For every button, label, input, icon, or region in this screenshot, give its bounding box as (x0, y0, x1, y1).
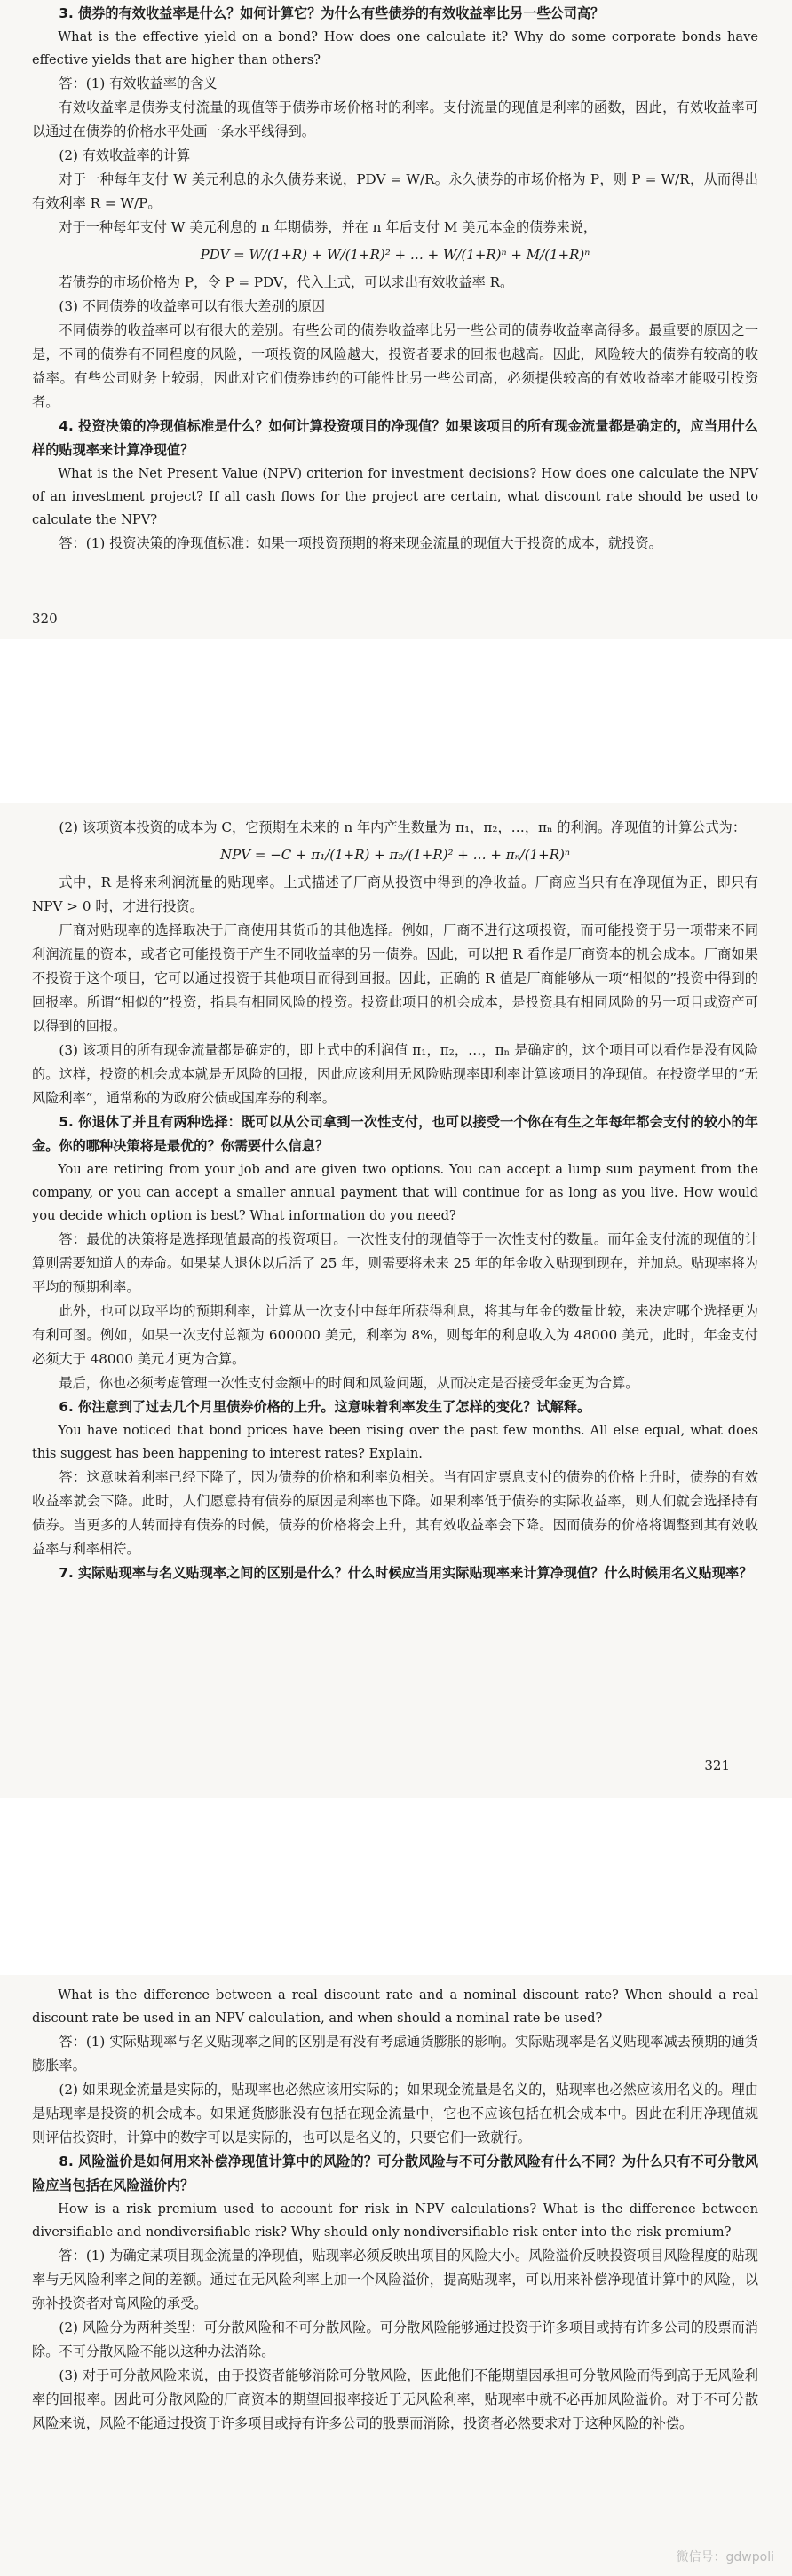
answer-7-text-1: 答：(1) 实际贴现率与名义贴现率之间的区别是有没有考虑通货膨胀的影响。实际贴现率是名义贴现率减去预期的通货膨胀率。 (32, 2034, 758, 2074)
page-320 (0, 0, 792, 639)
answer-3-text-2b: 对于一种每年支付 W 美元利息的 n 年期债券，并在 n 年后支付 M 美元本金的债券来说， (59, 219, 598, 235)
question-6-title: 6. 你注意到了过去几个月里债券价格的上升。这意味着利率发生了怎样的变化？试解释。 (59, 1399, 591, 1415)
answer-3-label-1: 答：(1) 有效收益率的含义 (59, 75, 218, 91)
question-4-english: What is the Net Present Value (NPV) criterion for investment decisions? How does one calculate the NPV of an investment project? If all cash flows for the project are certain, what discount rate should be used to calculate the NPV? (32, 466, 758, 527)
answer-4-text-1: 答：(1) 投资决策的净现值标准：如果一项投资预期的将来现金流量的现值大于投资的成本，就投资。 (59, 535, 662, 551)
answer-3-label-2: (2) 有效收益率的计算 (59, 147, 191, 163)
page-322 (0, 1975, 792, 2576)
answer-4-text-2b: 式中，R 是将来利润流量的贴现率。上式描述了厂商从投资中得到的净收益。厂商应当只有在净现值为正，即只有 NPV > 0 时，才进行投资。 (32, 874, 758, 914)
question-5-title: 5. 你退休了并且有两种选择：既可以从公司拿到一次性支付，也可以接受一个你在有生之年每年都会支付的较小的年金。你的哪种决策将是最优的？你需要什么信息？ (32, 1114, 758, 1154)
answer-5-text-2: 此外，也可以取平均的预期利率，计算从一次支付中每年所获得利息，将其与年金的数量比较，来决定哪个选择更为有利可图。例如，如果一次支付总额为 600000 美元，利率为 8%，则每年的利息收入为 48000 美元，此时，年金支付必须大于 48000 美元才更为合算。 (32, 1303, 758, 1367)
answer-4-text-2c: 厂商对贴现率的选择取决于厂商使用其货币的其他选择。例如，厂商不进行这项投资，而可能投资于另一项带来不同利润流量的资本，或者它可能投资于产生不同收益率的另一债券。因此，可以把 R 看作是厂商资本的机会成本。厂商如果不投资于这个项目，它可以通过投资于其他项目而得到回报。因此，正确的 R 值是厂商能够从一项“相似的”投资中得到的回报率。所谓“相似的”投资，指具有相同风险的投资。投资此项目的机会成本，是投资具有相同风险的另一项目或资产可以得到的回报。 (32, 922, 758, 1034)
answer-3-text-2c: 若债券的市场价格为 P，令 P = PDV，代入上式，可以求出有效收益率 R。 (59, 274, 514, 290)
answer-7-text-2: (2) 如果现金流量是实际的，贴现率也必然应该用实际的；如果现金流量是名义的，贴现率也必然应该用名义的。理由是贴现率是投资的机会成本。如果通货膨胀没有包括在现金流量中，它也不应该包括在机会成本中。因此在利用净现值规则评估投资时，计算中的数字可以是实际的，也可以是名义的，只要它们一致就行。 (32, 2082, 758, 2145)
page-number: 321 (704, 1758, 730, 1774)
question-8-english: How is a risk premium used to account for risk in NPV calculations? What is the difference between diversifiable and nondiversifiable risk? Why should only nondiversifiable risk enter into the risk premium? (32, 2201, 758, 2240)
pdv-formula: PDV = W/(1+R) + W/(1+R)² + … + W/(1+R)ⁿ + M/(1+R)ⁿ (200, 247, 590, 263)
answer-8-text-3: (3) 对于可分散风险来说，由于投资者能够消除可分散风险，因此他们不能期望因承担可分散风险而得到高于无风险利率的回报率。因此可分散风险的厂商资本的期望回报率接近于无风险利率，贴现率中就不必再加风险溢价。对于不可分散风险来说，风险不能通过投资于许多项目或持有许多公司的股票而消除，投资者必然要求对于这种风险的补偿。 (32, 2367, 758, 2431)
answer-3-text-2a: 对于一种每年支付 W 美元利息的永久债券来说，PDV = W/R。永久债券的市场价格为 P，则 P = W/R，从而得出有效利率 R = W/P。 (32, 171, 758, 211)
question-6-english: You have noticed that bond prices have been rising over the past few months. All else equal, what does this suggest has been happening to interest rates? Explain. (32, 1423, 758, 1461)
answer-8-text-1: 答：(1) 为确定某项目现金流量的净现值，贴现率必须反映出项目的风险大小。风险溢价反映投资项目风险程度的贴现率与无风险利率之间的差额。通过在无风险利率上加一个风险溢价，提高贴现率，可以用来补偿净现值计算中的风险，以弥补投资者对高风险的承受。 (32, 2248, 758, 2311)
answer-4-text-3: (3) 该项目的所有现金流量都是确定的，即上式中的利润值 π₁，π₂，…，πₙ 是确定的，这个项目可以看作是没有风险的。这样，投资的机会成本就是无风险的回报，因此应该利用无风险贴现率即利率计算该项目的净现值。在投资学里的“无风险利率”，通常称的为政府公债或国库券的利率。 (32, 1042, 758, 1106)
question-8-title: 8. 风险溢价是如何用来补偿净现值计算中的风险的？可分散风险与不可分散风险有什么不同？为什么只有不可分散风险应当包括在风险溢价内？ (32, 2153, 758, 2193)
question-3-title: 3. 债券的有效收益率是什么？如何计算它？为什么有些债券的有效收益率比另一些公司高？ (59, 5, 605, 21)
answer-8-text-2: (2) 风险分为两种类型：可分散风险和不可分散风险。可分散风险能够通过投资于许多项目或持有许多公司的股票而消除。不可分散风险不能以这种办法消除。 (32, 2319, 758, 2359)
page-number: 320 (32, 611, 58, 627)
watermark: 微信号：gdwpoli (676, 2550, 774, 2564)
question-7-english: What is the difference between a real discount rate and a nominal discount rate? When should a real discount rate be used in an NPV calculation, and when should a nominal rate be used? (32, 1987, 758, 2026)
answer-5-text-3: 最后，你也必须考虑管理一次性支付金额中的时间和风险问题，从而决定是否接受年金更为合算。 (59, 1375, 639, 1391)
npv-formula: NPV = −C + π₁/(1+R) + π₂/(1+R)² + … + πₙ/(1+R)ⁿ (220, 847, 570, 863)
question-7-title: 7. 实际贴现率与名义贴现率之间的区别是什么？什么时候应当用实际贴现率来计算净现值？什么时候用名义贴现率？ (59, 1565, 753, 1581)
answer-3-text-3: 不同债券的收益率可以有很大的差别。有些公司的债券收益率比另一些公司的债券收益率高得多。最重要的原因之一是，不同的债券有不同程度的风险，一项投资的风险越大，投资者要求的回报也越高。因此，风险较大的债券有较高的收益率。有些公司财务上较弱，因此对它们债券违约的可能性比另一些公司高，必须提供较高的有效收益率才能吸引投资者。 (32, 322, 758, 410)
question-5-english: You are retiring from your job and are given two options. You can accept a lump sum payment from the company, or you can accept a smaller annual payment that will continue for as long as you live. How would you decide which option is best? What information do you need? (32, 1162, 758, 1223)
answer-6-text-1: 答：这意味着利率已经下降了，因为债券的价格和利率负相关。当有固定票息支付的债券的价格上升时，债券的有效收益率就会下降。此时，人们愿意持有债券的原因是利率也下降。如果利率低于债券的实际收益率，则人们就会选择持有债券。当更多的人转而持有债券的时候，债券的价格将会上升，其有效收益率会下降。因而债券的价格将调整到其有效收益率与利率相符。 (32, 1469, 758, 1557)
answer-3-label-3: (3) 不同债券的收益率可以有很大差别的原因 (59, 298, 326, 314)
answer-4-text-2a: (2) 该项资本投资的成本为 C，它预期在未来的 n 年内产生数量为 π₁，π₂，…，πₙ 的利润。净现值的计算公式为： (59, 819, 747, 835)
answer-5-text-1: 答：最优的决策将是选择现值最高的投资项目。一次性支付的现值等于一次性支付的数量。而年金支付流的现值的计算则需要知道人的寿命。如果某人退休以后活了 25 年，则需要将未来 25 年的年金收入贴现到现在，并加总。贴现率将为平均的预期利率。 (32, 1231, 758, 1295)
page-321 (0, 803, 792, 1798)
question-4-title: 4. 投资决策的净现值标准是什么？如何计算投资项目的净现值？如果该项目的所有现金流量都是确定的，应当用什么样的贴现率来计算净现值？ (32, 418, 758, 458)
answer-3-text-1: 有效收益率是债券支付流量的现值等于债券市场价格时的利率。支付流量的现值是利率的函数，因此，有效收益率可以通过在债券的价格水平处画一条水平线得到。 (32, 99, 758, 139)
question-3-english: What is the effective yield on a bond? How does one calculate it? Why do some corporate bonds have effective yields that are higher than others? (32, 29, 758, 67)
